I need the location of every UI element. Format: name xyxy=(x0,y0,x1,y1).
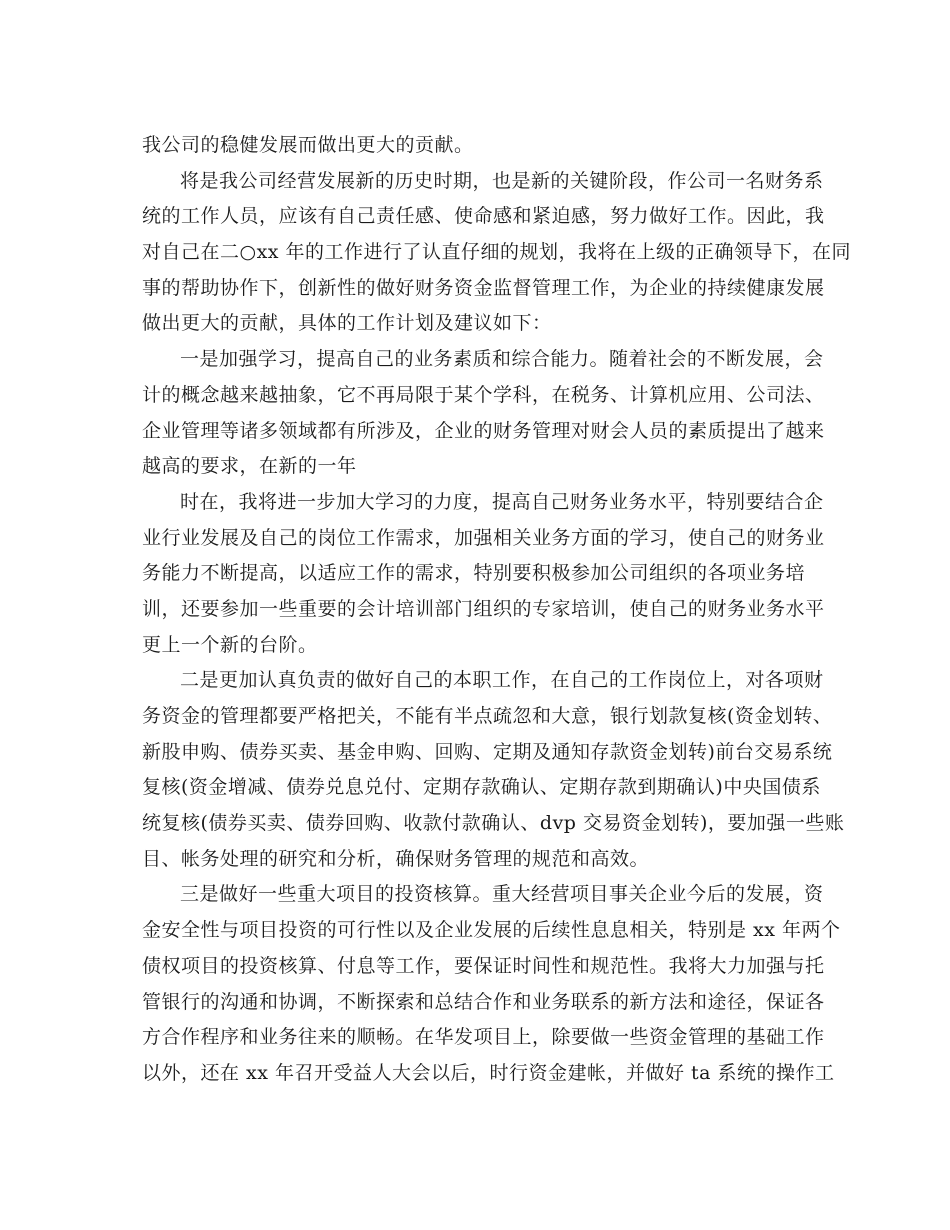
document-text-line: 务能力不断提高，以适应工作的需求，特别要积极参加公司组织的各项业务培 xyxy=(142,562,806,585)
document-text-line: 我公司的稳健发展而做出更大的贡献。 xyxy=(142,134,474,156)
document-text-line: 新股申购、债券买卖、基金申购、回购、定期及通知存款资金划转)前台交易系统 xyxy=(142,740,833,763)
document-text-line: 金安全性与项目投资的可行性以及企业发展的后续性息息相关，特别是 xx 年两个 xyxy=(142,919,841,942)
document-text-line: 管银行的沟通和协调，不断探索和总结合作和业务联系的新方法和途径，保证各 xyxy=(142,990,825,1013)
document-text-line: 目、帐务处理的研究和分析，确保财务管理的规范和高效。 xyxy=(142,847,650,870)
document-text-line: 计的概念越来越抽象，它不再局限于某个学科，在税务、计算机应用、公司法、 xyxy=(142,383,825,406)
document-text-line: 将是我公司经营发展新的历史时期，也是新的关键阶段，作公司一名财务系 xyxy=(180,169,824,192)
document-page xyxy=(142,128,852,1092)
document-text-line: 方合作程序和业务往来的顺畅。在华发项目上，除要做一些资金管理的基础工作 xyxy=(142,1026,825,1049)
document-text-line: 企业管理等诸多领域都有所涉及，企业的财务管理对财会人员的素质提出了越来 xyxy=(142,419,825,442)
document-text-line: 统的工作人员，应该有自己责任感、使命感和紧迫感，努力做好工作。因此，我 xyxy=(142,205,825,228)
document-text-line: 越高的要求，在新的一年 xyxy=(142,455,357,478)
document-text-line: 二是更加认真负责的做好自己的本职工作，在自己的工作岗位上，对各项财 xyxy=(180,669,824,692)
document-text-line: 时在，我将进一步加大学习的力度，提高自己财务业务水平，特别要结合企 xyxy=(180,490,824,513)
document-text-line: 债权项目的投资核算、付息等工作，要保证时间性和规范性。我将大力加强与托 xyxy=(142,954,825,977)
document-text-line: 复核(资金增减、债券兑息兑付、定期存款确认、定期存款到期确认)中央国债系 xyxy=(142,776,821,799)
document-text-line: 对自己在二○xx 年的工作进行了认直仔细的规划，我将在上级的正确领导下，在同 xyxy=(142,241,852,264)
document-text-line: 更上一个新的台阶。 xyxy=(142,633,318,656)
document-text-line: 统复核(债券买卖、债券回购、收款付款确认、dvp 交易资金划转)，要加强一些账 xyxy=(142,812,845,835)
document-text-line: 事的帮助协作下，创新性的做好财务资金监督管理工作，为企业的持续健康发展 xyxy=(142,276,825,299)
document-text-line: 三是做好一些重大项目的投资核算。重大经营项目事关企业今后的发展，资 xyxy=(180,883,824,906)
document-text-line: 训，还要参加一些重要的会计培训部门组织的专家培训，使自己的财务业务水平 xyxy=(142,597,825,620)
document-text-line: 务资金的管理都要严格把关，不能有半点疏忽和大意，银行划款复核(资金划转、 xyxy=(142,705,833,727)
document-text-line: 一是加强学习，提高自己的业务素质和综合能力。随着社会的不断发展，会 xyxy=(180,348,824,371)
document-text-line: 业行业发展及自己的岗位工作需求，加强相关业务方面的学习，使自己的财务业 xyxy=(142,526,825,549)
document-text-line: 以外，还在 xx 年召开受益人大会以后，时行资金建帐，并做好 ta 系统的操作工 xyxy=(142,1061,835,1084)
document-text-line: 做出更大的贡献，具体的工作计划及建议如下： xyxy=(142,312,552,335)
